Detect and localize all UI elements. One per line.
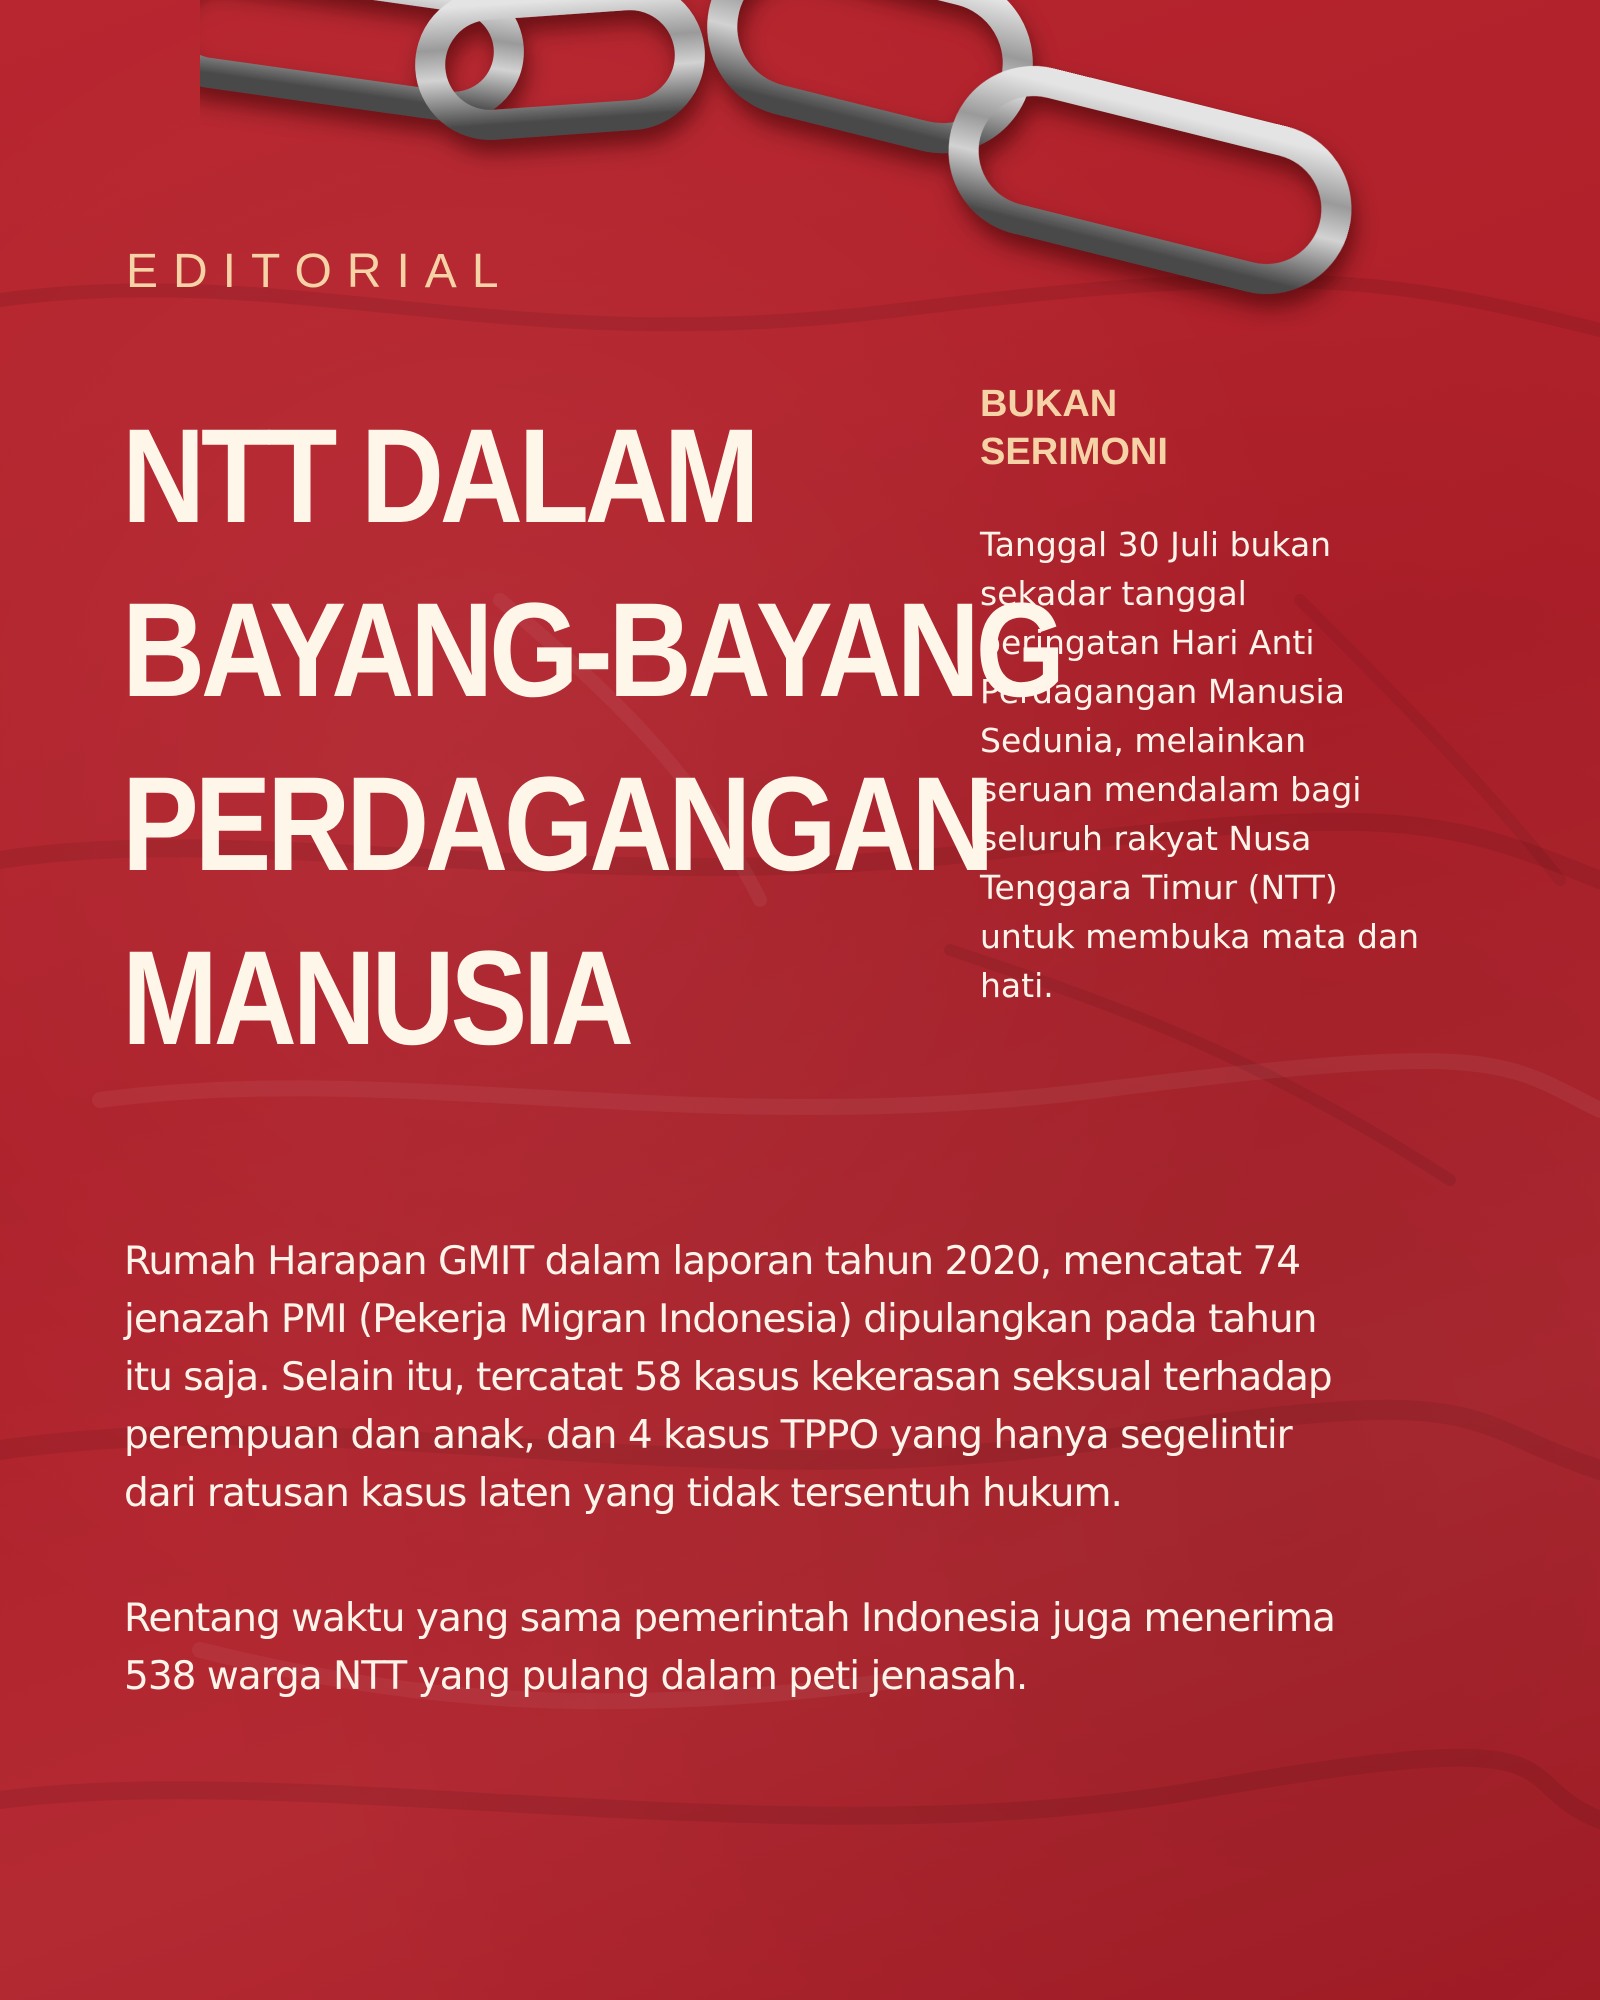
headline-line: BAYANG-BAYANG: [122, 576, 1061, 725]
headline-line: NTT DALAM: [122, 402, 756, 551]
body-line: Rentang waktu yang sama pemerintah Indonesia juga menerima: [124, 1596, 1335, 1641]
intro-line: hati.: [980, 966, 1054, 1005]
body-paragraph-1: [124, 1233, 1464, 1523]
intro-line: untuk membuka mata dan: [980, 917, 1420, 956]
intro-line: Tenggara Timur (NTT): [980, 868, 1338, 907]
body-line: perempuan dan anak, dan 4 kasus TPPO yang hanya segelintir: [124, 1413, 1292, 1458]
steel-chain-image: [200, 0, 1450, 360]
body-line: dari ratusan kasus laten yang tidak tersentuh hukum.: [124, 1471, 1122, 1516]
body-line: itu saja. Selain itu, tercatat 58 kasus kekerasan seksual terhadap: [124, 1355, 1332, 1400]
intro-line: seluruh rakyat Nusa: [980, 819, 1312, 858]
headline-line: MANUSIA: [122, 924, 630, 1073]
intro-line: Perdagangan Manusia: [980, 672, 1345, 711]
sidebar-title: [980, 380, 1280, 476]
section-kicker: EDITORIAL: [126, 245, 514, 298]
headline-line: PERDAGANGAN: [122, 750, 991, 899]
intro-line: seruan mendalam bagi: [980, 770, 1362, 809]
intro-line: sekadar tanggal: [980, 574, 1247, 613]
body-paragraph-2: [124, 1590, 1464, 1706]
sidebar-title-line: BUKAN: [980, 383, 1118, 425]
sidebar-title-line: SERIMONI: [980, 431, 1168, 473]
intro-line: Sedunia, melainkan: [980, 721, 1306, 760]
intro-line: peringatan Hari Anti: [980, 623, 1315, 662]
body-line: jenazah PMI (Pekerja Migran Indonesia) dipulangkan pada tahun: [124, 1297, 1317, 1342]
intro-line: Tanggal 30 Juli bukan: [980, 525, 1332, 564]
body-line: Rumah Harapan GMIT dalam laporan tahun 2020, mencatat 74: [124, 1239, 1301, 1284]
body-line: 538 warga NTT yang pulang dalam peti jenasah.: [124, 1654, 1028, 1699]
sidebar-intro: [980, 520, 1480, 1010]
